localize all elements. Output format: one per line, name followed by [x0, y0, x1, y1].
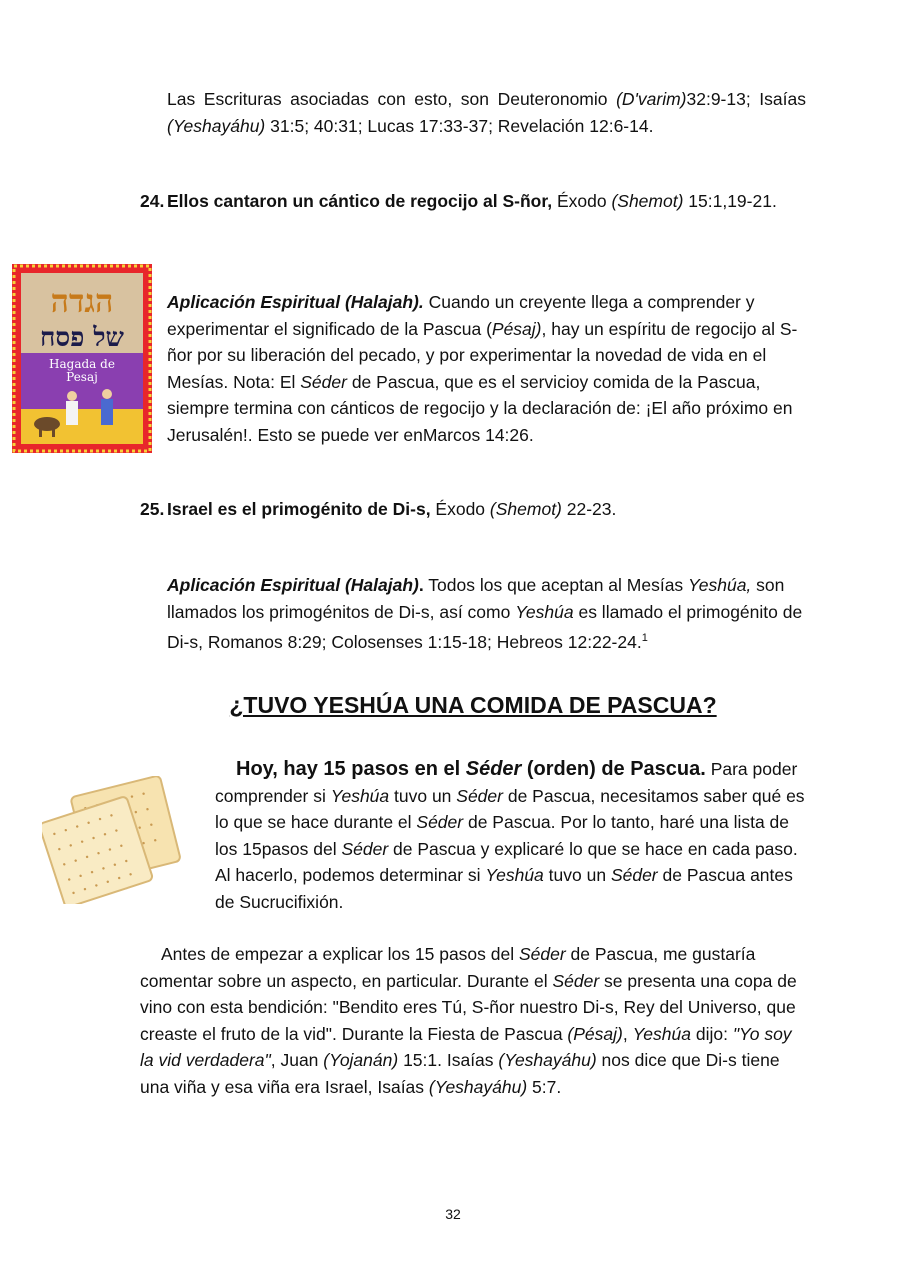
para1-i4: Séder: [341, 838, 389, 859]
app2-dot: .: [418, 575, 424, 595]
para1-t1: Para poder comprender si: [215, 759, 798, 806]
footnote-marker: 1: [641, 632, 648, 644]
para2-t1: Antes de empezar a explicar los 15 pasos del: [161, 944, 519, 964]
haggadah-caption-1: Hagada de: [49, 357, 115, 371]
matzah-icon: [42, 776, 182, 904]
haggadah-caption-2: Pesaj: [66, 370, 98, 384]
item-24-italic: (Shemot): [611, 191, 684, 211]
intro-text-2-end: 31:5; 40:31; Lucas 17:33-37; Revelación 12:6-14.: [265, 115, 654, 136]
para2-t9: 5:7.: [527, 1076, 562, 1097]
matzah-image: [42, 776, 182, 904]
para1-t7: de Pascua antes de Sucrucifixión.: [215, 865, 793, 912]
para2-i4: Yeshúa: [632, 1023, 691, 1044]
para2-i7: (Yeshayáhu): [498, 1050, 597, 1070]
item-24-bold: Ellos cantaron un cántico de regocijo al S-ñor,: [167, 191, 553, 211]
item-25-text: [167, 496, 806, 523]
app2-t3: es llamado el primogénito de Di-s, Romanos 8:29; Colosenses 1:15-18; Hebreos 12:22-24.: [167, 601, 803, 652]
para2-i5: "Yo soy la vid verdadera": [140, 1023, 792, 1070]
para2-t4: ,: [622, 1023, 633, 1044]
para1-i1: Yeshúa: [330, 785, 390, 806]
application-label-1: Aplicación Espiritual (Halajah).: [167, 292, 424, 312]
para2-t7: 15:1. Isaías: [398, 1050, 499, 1070]
para1-t4: de Pascua. Por lo tanto, haré una lista de los 15pasos del: [215, 812, 790, 859]
para1-t5: de Pascua y explicaré lo que se hace en cada paso. Al hacerlo, podemos determinar si: [215, 838, 798, 885]
item-25-bold: Israel es el primogénito de Di-s,: [167, 499, 431, 519]
intro-paragraph: [167, 86, 806, 139]
para1-bold-italic: Séder: [465, 758, 522, 780]
para2-t6: , Juan: [270, 1050, 324, 1070]
para1-i6: Séder: [610, 865, 658, 885]
application-label-2: Aplicación Espiritual (Halajah): [167, 575, 419, 595]
app2-i2: Yeshúa: [515, 601, 574, 622]
para2-i6: (Yojanán): [323, 1050, 399, 1070]
intro-italic: (D'varim): [616, 89, 687, 109]
app1-i2: Séder: [300, 371, 347, 392]
intro-text: Las Escrituras asociadas con esto, son Deuteronomio: [167, 89, 617, 109]
para2-i8: (Yeshayáhu): [428, 1076, 528, 1097]
intro-text-2: Isaías: [759, 89, 806, 109]
para2-i2: Séder: [552, 970, 600, 991]
para1-bold-2: (orden) de Pascua.: [521, 758, 706, 780]
app1-t3: de Pascua, que es el servicioy comida de la Pascua, siempre termina con cánticos de regocijo y la declaración de: ¡El año próximo en Jerusalén!. Esto se puede ver enMarcos 14:26.: [167, 371, 793, 445]
para1-bold-1: Hoy, hay 15 pasos en el: [236, 758, 466, 780]
intro-text-end: 32:9-13;: [686, 89, 751, 109]
para1-t6: tuvo un: [543, 865, 611, 885]
item-24-plain: Éxodo: [552, 191, 612, 211]
para2-i1: Séder: [518, 944, 566, 964]
item-25-italic: (Shemot): [489, 499, 562, 519]
para1-t3: de Pascua, necesitamos saber qué es lo que se hace durante el: [215, 785, 805, 832]
item-24-text: [167, 188, 806, 215]
intro-italic-2: (Yeshayáhu): [167, 115, 266, 136]
application-paragraph-1: [167, 289, 806, 448]
item-25-plain: Éxodo: [430, 499, 490, 519]
section-heading: ¿TUVO YESHÚA UNA COMIDA DE PASCUA?: [229, 692, 717, 718]
page-number: 32: [445, 1206, 461, 1222]
haggadah-hebrew-1: הגדה: [50, 282, 114, 320]
item-24-number: 24.: [140, 191, 165, 211]
app2-t2: son llamados los primogénitos de Di-s, así como: [167, 575, 785, 622]
item-25-end: 22-23.: [561, 499, 617, 519]
app2-t1: Todos los que aceptan al Mesías: [423, 575, 689, 595]
para1-i5: Yeshúa: [485, 865, 544, 885]
para2-i3: (Pésaj): [567, 1023, 623, 1044]
para1-i2: Séder: [456, 785, 503, 806]
body-paragraph-2: [140, 941, 806, 1100]
app1-i1: Pésaj): [491, 318, 542, 339]
app1-t2: , hay un espíritu de regocijo al S-ñor por su liberación del pecado, y por experimentar la novedad de vida en el Mesías. Nota: El: [167, 318, 798, 392]
body-paragraph-1: [215, 756, 806, 915]
para2-t5: dijo:: [690, 1023, 733, 1044]
application-paragraph-2: [167, 572, 806, 655]
para2-t3: se presenta una copa de vino con esta bendición: "Bendito eres Tú, S-ñor nuestro Di-s, Rey del Universo, que creaste el fruto de la vid". Durante la Fiesta de Pascua: [140, 970, 797, 1044]
haggadah-icon: [12, 264, 152, 453]
haggadah-hebrew-2: של פסח: [40, 323, 124, 353]
para1-t2: tuvo un: [389, 785, 457, 806]
app2-i1: Yeshúa,: [688, 575, 752, 595]
para1-i3: Séder: [416, 812, 464, 832]
item-25-number: 25.: [140, 499, 165, 519]
item-24-end: 15:1,19-21.: [683, 191, 777, 211]
haggadah-image: [12, 264, 152, 453]
para2-t8: nos dice que Di-s tiene una viña y esa viña era Israel, Isaías: [140, 1050, 780, 1097]
para2-t2: de Pascua, me gustaría comentar sobre un aspecto, en particular. Durante el: [140, 944, 756, 991]
app1-t1: Cuando un creyente llega a comprender y experimentar el significado de la Pascua (: [167, 292, 755, 339]
